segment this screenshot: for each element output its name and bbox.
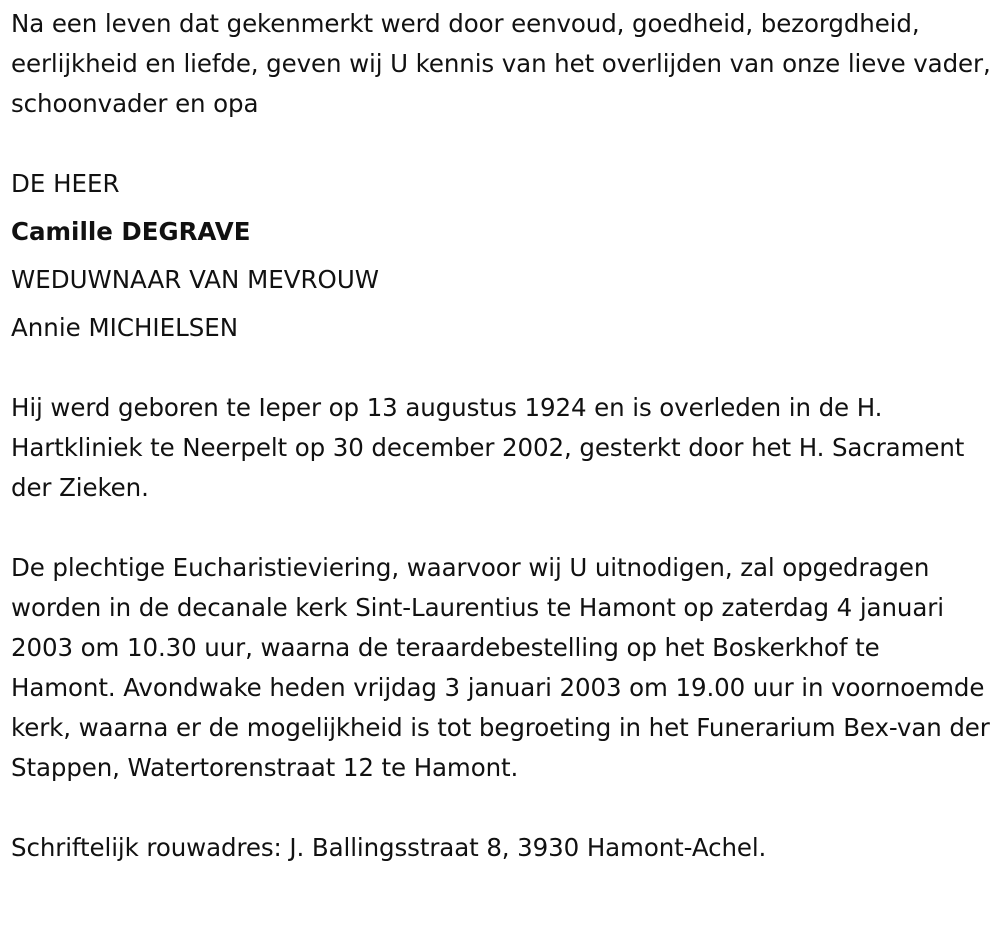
- deceased-name: Camille DEGRAVE: [11, 217, 251, 246]
- title-line: DE HEER: [11, 169, 120, 198]
- birth-death-paragraph: Hij werd geboren te Ieper op 13 augustus 1924 en is overleden in de H. Hartkliniek te Neerpelt op 30 december 2002, gesterkt door het H. Sacrament der Zieken.: [11, 393, 965, 502]
- intro-paragraph: Na een leven dat gekenmerkt werd door eenvoud, goedheid, bezorgdheid, eerlijkheid en liefde, geven wij U kennis van het overlijden van onze lieve vader, schoonvader en opa: [11, 9, 991, 118]
- spacer: [11, 788, 991, 828]
- spacer: [11, 124, 991, 164]
- widower-line: WEDUWNAAR VAN MEVROUW: [11, 265, 379, 294]
- ceremony-paragraph: De plechtige Eucharistieviering, waarvoor wij U uitnodigen, zal opgedragen worden in de decanale kerk Sint-Laurentius te Hamont op zaterdag 4 januari 2003 om 10.30 uur, waarna de teraardebestelling op het Boskerkhof te Hamont. Avondwake heden vrijdag 3 januari 2003 om 19.00 uur in voornoemde kerk, waarna er de mogelijkheid is tot begroeting in het Funerarium Bex-van der Stappen, Watertorenstraat 12 te Hamont.: [11, 553, 990, 782]
- spacer: [11, 508, 991, 548]
- obituary-document: [11, 4, 991, 868]
- address-paragraph: Schriftelijk rouwadres: J. Ballingsstraat 8, 3930 Hamont-Achel.: [11, 833, 767, 862]
- spacer: [11, 352, 991, 388]
- spouse-name: Annie MICHIELSEN: [11, 313, 239, 342]
